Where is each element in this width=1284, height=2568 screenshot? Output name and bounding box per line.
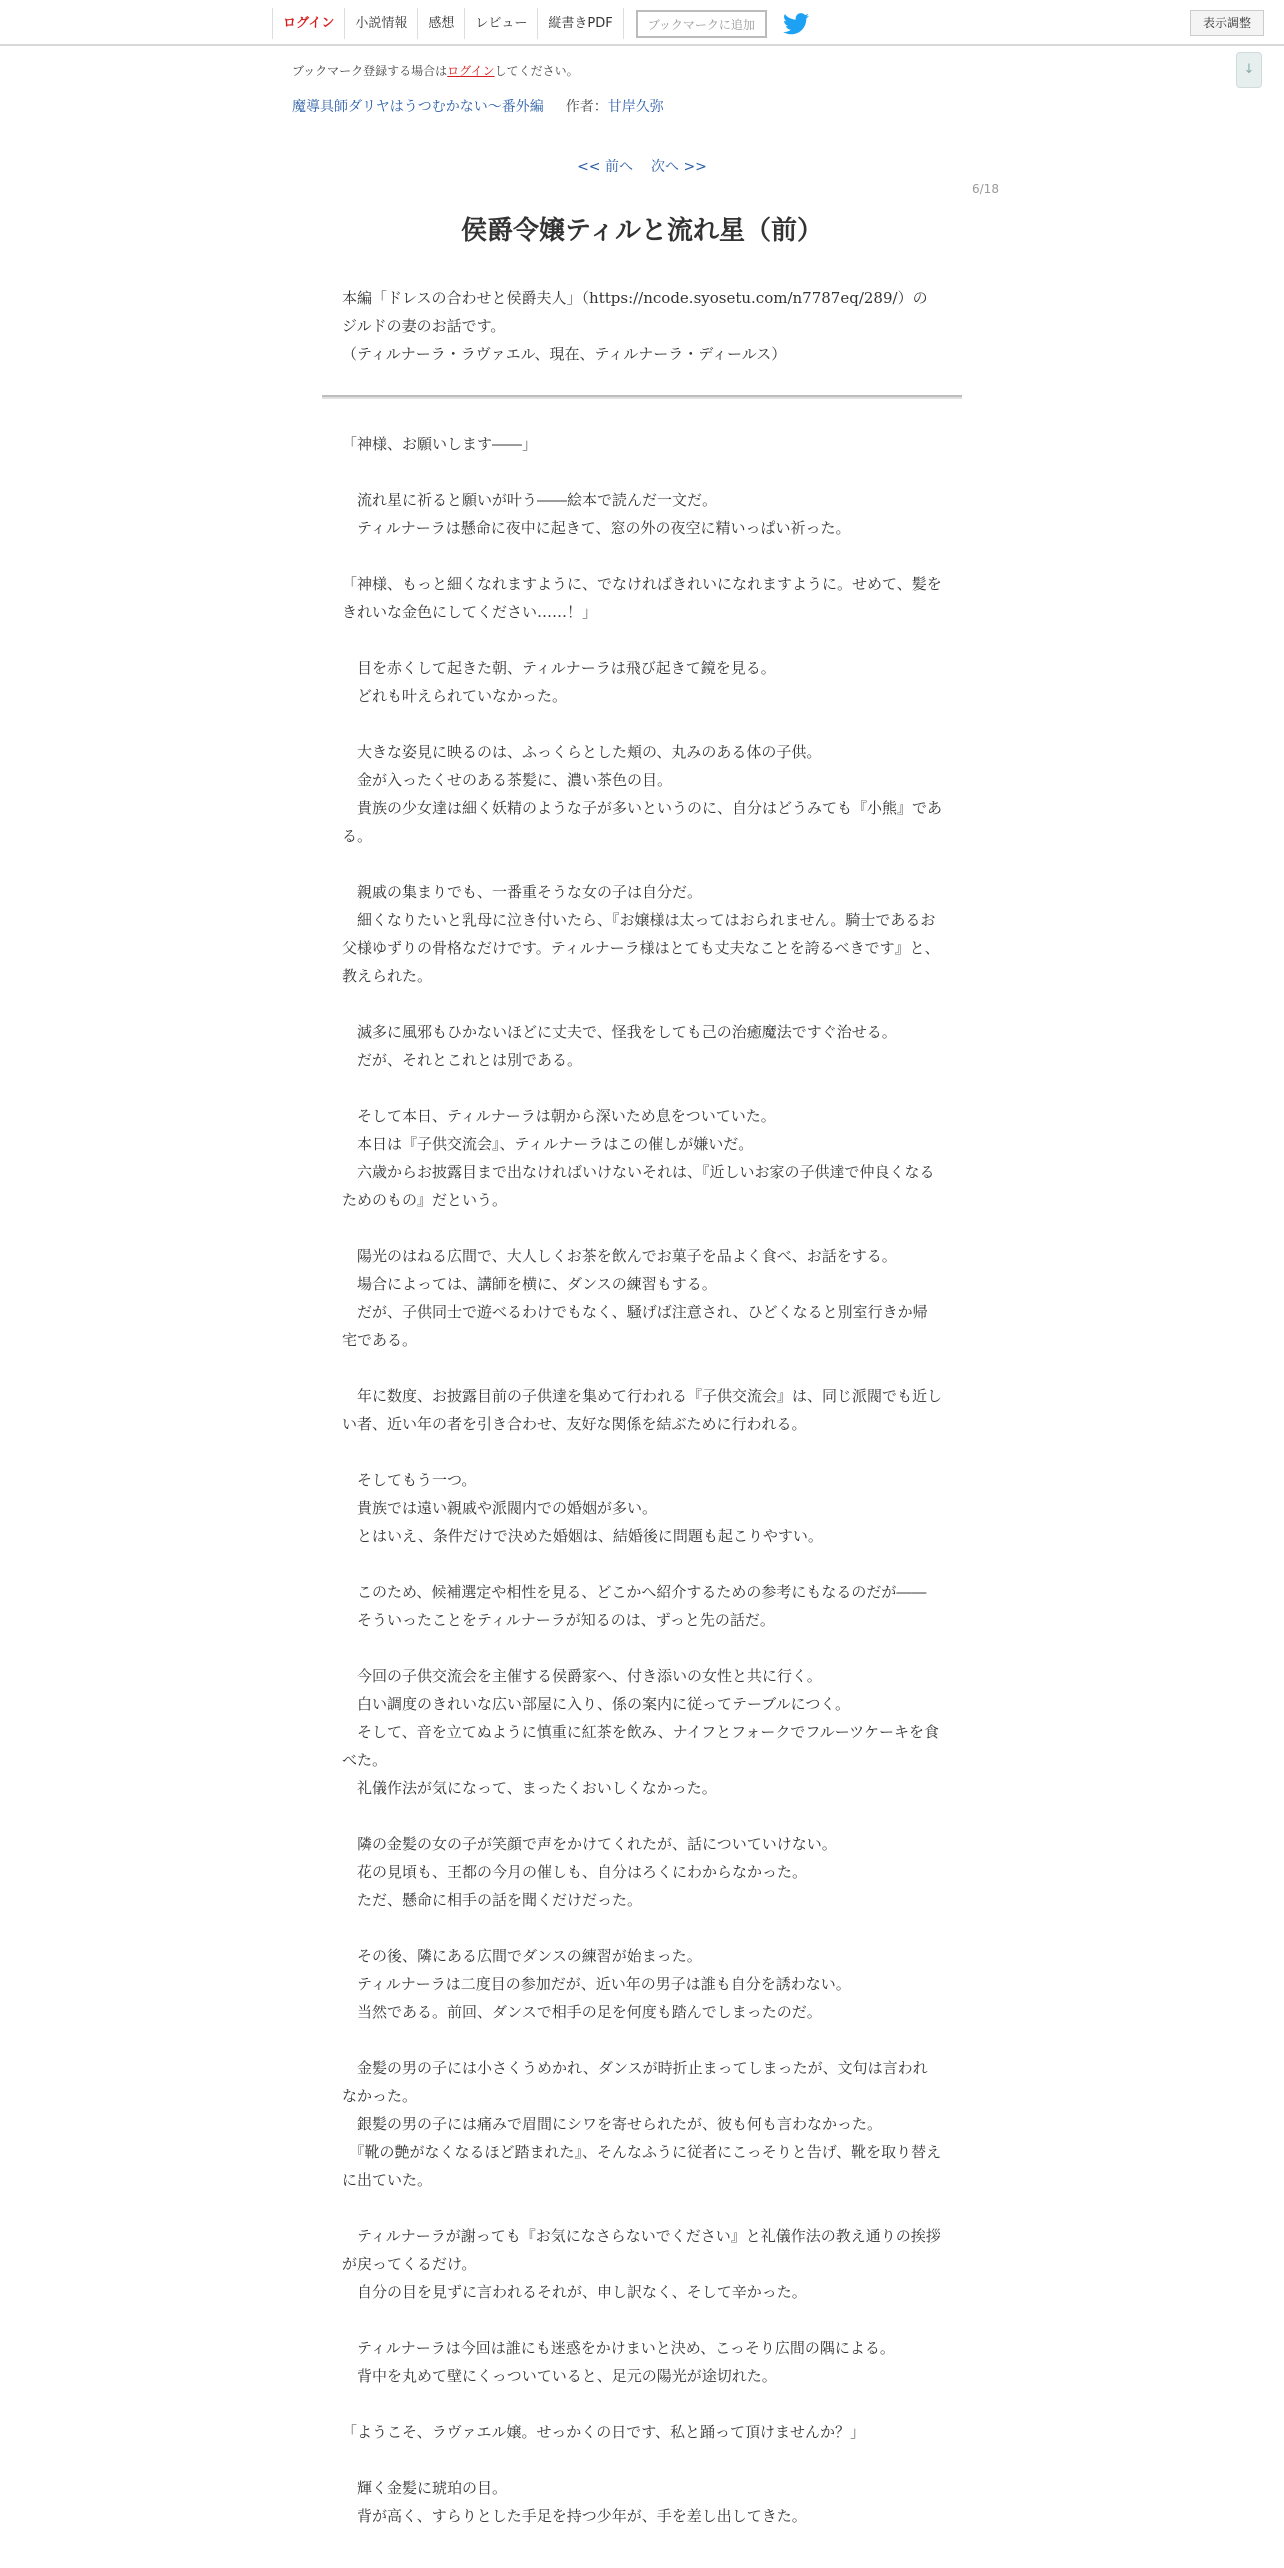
body-paragraph: ティルナーラは二度目の参加だが、近い年の男子は誰も自分を誘わない。 <box>342 1975 851 1993</box>
body-paragraph: そういったことをティルナーラが知るのは、ずっと先の話だ。 <box>342 1611 775 1629</box>
blank-line <box>342 1214 942 1242</box>
body-paragraph: 金が入ったくせのある茶髪に、濃い茶色の目。 <box>342 771 673 789</box>
body-paragraph: このため、候補選定や相性を見る、どこかへ紹介するための参考にもなるのだが―― <box>342 1583 927 1601</box>
nav-novel-info-link[interactable]: 小説情報 <box>344 8 417 39</box>
body-paragraph: 六歳からお披露目まで出なければいけないそれは、『近しいお家の子供達で仲良くなるためのもの』だという。 <box>342 1163 935 1209</box>
blank-line <box>342 458 942 486</box>
body-paragraph: とはいえ、条件だけで決めた婚姻は、結婚後に問題も起こりやすい。 <box>342 1527 823 1545</box>
twitter-icon[interactable] <box>783 13 809 35</box>
body-paragraph: 「ようこそ、ラヴァエル嬢。せっかくの日です、私と踊って頂けませんか？」 <box>342 2423 866 2441</box>
body-paragraph: 背が高く、すらりとした手足を持つ少年が、手を差し出してきた。 <box>342 2507 807 2525</box>
body-paragraph: 親戚の集まりでも、一番重そうな女の子は自分だ。 <box>342 883 703 901</box>
blank-line <box>342 2446 942 2474</box>
blank-line <box>342 1802 942 1830</box>
body-paragraph: ティルナーラが謝っても『お気になさらないでください』と礼儀作法の教え通りの挨拶が戻ってくるだけ。 <box>342 2227 941 2273</box>
blank-line <box>342 1354 942 1382</box>
series-title-link[interactable]: 魔導具師ダリヤはうつむかない～番外編 <box>292 99 544 115</box>
blank-line <box>342 2390 942 2418</box>
body-paragraph: そして本日、ティルナーラは朝から深いため息をついていた。 <box>342 1107 776 1125</box>
body-paragraph: その後、隣にある広間でダンスの練習が始まった。 <box>342 1947 702 1965</box>
bookmark-login-note <box>292 62 579 79</box>
body-paragraph: 隣の金髪の女の子が笑顔で声をかけてくれたが、話についていけない。 <box>342 1835 837 1853</box>
body-paragraph: 年に数度、お披露目前の子供達を集めて行われる『子供交流会』は、同じ派閥でも近しい者、近い年の者を引き合わせ、友好な関係を結ぶために行われる。 <box>342 1387 943 1433</box>
series-info <box>292 96 664 116</box>
body-paragraph: ティルナーラは今回は誰にも迷惑をかけまいと決め、こっそり広間の隅による。 <box>342 2339 895 2357</box>
body-paragraph: ティルナーラは懸命に夜中に起きて、窓の外の夜空に精いっぱい祈った。 <box>342 519 851 537</box>
author-label: 作者： <box>565 99 608 115</box>
body-paragraph: 自分の目を見ずに言われるそれが、申し訳なく、そして辛かった。 <box>342 2283 807 2301</box>
blank-line <box>342 850 942 878</box>
body-paragraph: 本日は『子供交流会』、ティルナーラはこの催しが嫌いだ。 <box>342 1135 754 1153</box>
body-paragraph: 目を赤くして起きた朝、ティルナーラは飛び起きて鏡を見る。 <box>342 659 776 677</box>
body-paragraph: 背中を丸めて壁にくっついていると、足元の陽光が途切れた。 <box>342 2367 777 2385</box>
blank-line <box>342 710 942 738</box>
nav-login-link[interactable]: ログイン <box>272 8 344 39</box>
body-paragraph: どれも叶えられていなかった。 <box>342 687 568 705</box>
body-paragraph: 白い調度のきれいな広い部屋に入り、係の案内に従ってテーブルにつく。 <box>342 1695 851 1713</box>
body-paragraph: 今回の子供交流会を主催する侯爵家へ、付き添いの女性と共に行く。 <box>342 1667 822 1685</box>
body-paragraph: だが、子供同士で遊べるわけでもなく、騒げば注意され、ひどくなると別室行きか帰宅である。 <box>342 1303 928 1349</box>
page-count: 6/18 <box>972 182 999 196</box>
body-paragraph: 当然である。前回、ダンスで相手の足を何度も踏んでしまったのだ。 <box>342 2003 822 2021</box>
blank-line <box>342 2306 942 2334</box>
body-paragraph: 滅多に風邪もひかないほどに丈夫で、怪我をしても己の治癒魔法ですぐ治せる。 <box>342 1023 897 1041</box>
body-paragraph: 細くなりたいと乳母に泣き付いたら、『お嬢様は太ってはおられません。騎士であるお父様ゆずりの骨格なだけです。ティルナーラ様はとても丈夫なことを誇るべきです』と、教えられた。 <box>342 911 940 985</box>
main-nav <box>272 8 809 39</box>
body-paragraph: そしてもう一つ。 <box>342 1471 477 1489</box>
bookmark-note-suffix: してください。 <box>494 64 579 78</box>
blank-line <box>342 1550 942 1578</box>
preface-line: 本編「ドレスの合わせと侯爵夫人」（https://ncode.syosetu.com/n7787eq/289/）のジルドの妻のお話です。 <box>342 289 928 335</box>
nav-impressions-link[interactable]: 感想 <box>417 8 464 39</box>
add-bookmark-button[interactable]: ブックマークに追加 <box>636 10 767 38</box>
blank-line <box>342 542 942 570</box>
nav-review-link[interactable]: レビュー <box>464 8 537 39</box>
body-paragraph: 貴族では遠い親戚や派閥内での婚姻が多い。 <box>342 1499 658 1517</box>
body-paragraph: 金髪の男の子には小さくうめかれ、ダンスが時折止まってしまったが、文句は言われなかった。 <box>342 2059 928 2105</box>
bookmark-login-link[interactable]: ログイン <box>447 64 495 78</box>
blank-line <box>342 1074 942 1102</box>
body-paragraph: 「神様、もっと細くなれますように、でなければきれいになれますように。せめて、髪をきれいな金色にしてください……！」 <box>342 575 942 621</box>
preface-line: （ティルナーラ・ラヴァエル、現在、ティルナーラ・ディールス） <box>342 345 787 363</box>
preface <box>342 284 942 368</box>
bookmark-note-prefix: ブックマーク登録する場合は <box>292 64 448 78</box>
body-paragraph: そして、音を立てぬように慎重に紅茶を飲み、ナイフとフォークでフルーツケーキを食べた。 <box>342 1723 940 1769</box>
body-paragraph: 銀髪の男の子には痛みで眉間にシワを寄せられたが、彼も何も言わなかった。 <box>342 2115 883 2133</box>
prev-chapter-link[interactable]: << 前へ <box>577 159 633 175</box>
blank-line <box>342 1914 942 1942</box>
body-paragraph: 「神様、お願いします――」 <box>342 435 538 453</box>
body-paragraph: 礼儀作法が気になって、まったくおいしくなかった。 <box>342 1779 717 1797</box>
body-paragraph: 流れ星に祈ると願いが叶う――絵本で読んだ一文だ。 <box>342 491 718 509</box>
body-paragraph: 『靴の艶がなくなるほど踏まれた』、そんなふうに従者にこっそりと告げ、靴を取り替えに出ていた。 <box>342 2143 942 2189</box>
scroll-down-icon[interactable]: ↓ <box>1236 52 1262 88</box>
body-paragraph: だが、それとこれとは別である。 <box>342 1051 583 1069</box>
nav-vertical-pdf-link[interactable]: 縦書きPDF <box>537 8 623 39</box>
novel-body <box>342 430 942 2530</box>
body-paragraph: 大きな姿見に映るのは、ふっくらとした頬の、丸みのある体の子供。 <box>342 743 822 761</box>
blank-line <box>342 1438 942 1466</box>
body-paragraph: 貴族の少女達は細く妖精のような子が多いというのに、自分はどうみても『小熊』である。 <box>342 799 943 845</box>
body-paragraph: ただ、懸命に相手の話を聞くだけだった。 <box>342 1891 643 1909</box>
blank-line <box>342 2194 942 2222</box>
chapter-pager <box>0 156 1284 176</box>
next-chapter-link[interactable]: 次へ >> <box>651 159 707 175</box>
blank-line <box>342 2026 942 2054</box>
display-settings-button[interactable]: 表示調整 <box>1190 10 1264 36</box>
author-link[interactable]: 甘岸久弥 <box>607 99 664 115</box>
body-paragraph: 場合によっては、講師を横に、ダンスの練習もする。 <box>342 1275 717 1293</box>
body-paragraph: 陽光のはねる広間で、大人しくお茶を飲んでお菓子を品よく食べ、お話をする。 <box>342 1247 897 1265</box>
top-nav-bar <box>0 0 1284 46</box>
blank-line <box>342 1634 942 1662</box>
chapter-title: 侯爵令嬢ティルと流れ星（前） <box>461 216 823 246</box>
blank-line <box>342 990 942 1018</box>
divider <box>322 395 962 399</box>
blank-line <box>342 626 942 654</box>
body-paragraph: 輝く金髪に琥珀の目。 <box>342 2479 508 2497</box>
body-paragraph: 花の見頃も、王都の今月の催しも、自分はろくにわからなかった。 <box>342 1863 808 1881</box>
